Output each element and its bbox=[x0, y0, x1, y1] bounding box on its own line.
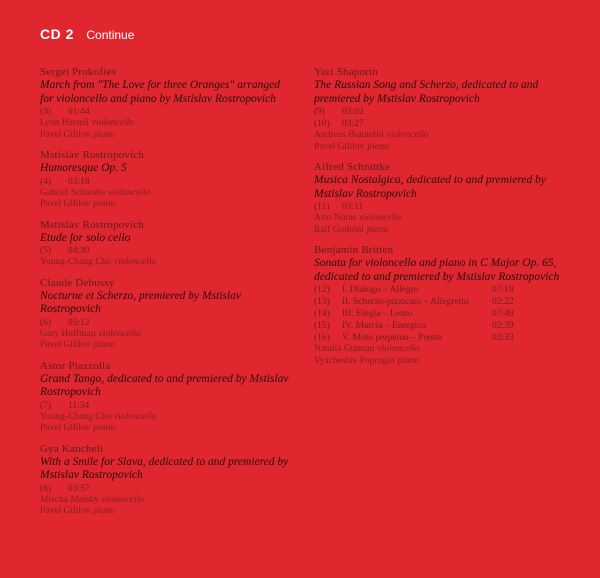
composer-name: Mstislav Rostropovich bbox=[40, 218, 145, 231]
performer-line bbox=[314, 356, 574, 368]
performer-instrument: violoncello bbox=[386, 130, 429, 140]
track-row bbox=[314, 332, 574, 344]
track-number: (14) bbox=[314, 309, 330, 319]
track-row bbox=[314, 308, 574, 320]
performer-line bbox=[40, 257, 295, 269]
track-number: (5) bbox=[40, 246, 52, 256]
track-number: (11) bbox=[314, 202, 330, 212]
performer-name: Vyacheslav Poprugin bbox=[314, 355, 395, 366]
track-number: (3) bbox=[40, 107, 52, 117]
work-entry bbox=[40, 443, 295, 518]
composer-name: Benjamin Britten bbox=[314, 244, 394, 256]
performer-instrument: violoncello bbox=[98, 328, 141, 339]
performer-instrument: piano bbox=[366, 224, 389, 235]
performer-line bbox=[40, 188, 295, 200]
work-entry bbox=[40, 66, 295, 141]
track-duration: 01:44 bbox=[68, 107, 90, 117]
composer-name: Astor Piazzolla bbox=[40, 359, 111, 372]
composer-name: Yuri Shaporin bbox=[314, 66, 379, 78]
performer-line bbox=[314, 142, 574, 154]
track-duration: 03:18 bbox=[68, 176, 90, 187]
track-row bbox=[314, 118, 574, 130]
performer-name: Gary Hoffman bbox=[40, 328, 96, 339]
performer-name: Arto Noras bbox=[314, 213, 357, 223]
work-entry bbox=[40, 360, 295, 435]
track-name: II. Scherzo-pizzicato – Allegretto bbox=[342, 297, 469, 307]
performer-name: Young-Chang Cho bbox=[40, 257, 112, 267]
performer-instrument: piano bbox=[93, 423, 116, 433]
performer-name: Lynn Harrell bbox=[40, 118, 89, 128]
performer-instrument: violoncello bbox=[101, 494, 145, 505]
track-number: (13) bbox=[314, 297, 330, 307]
work-entry bbox=[40, 219, 295, 269]
performer-instrument: violoncello bbox=[377, 344, 420, 354]
performer-name: Pavel Gililov bbox=[40, 199, 91, 209]
track-duration: 07:19 bbox=[492, 285, 514, 295]
track-duration: 05:12 bbox=[68, 317, 90, 328]
page-header bbox=[40, 26, 134, 44]
track-duration: 03:11 bbox=[342, 202, 364, 212]
work-entry bbox=[314, 66, 574, 153]
work-title: Sonata for violoncello and piano in C Major Op. 65, dedicated to and premiered by Mstislav Rostropovich bbox=[314, 257, 560, 283]
composer-name: Sergei Prokofiev bbox=[40, 66, 118, 78]
track-number: (4) bbox=[40, 176, 52, 187]
track-number: (16) bbox=[314, 333, 330, 343]
track-duration: 02:33 bbox=[492, 333, 514, 343]
performer-instrument: piano bbox=[93, 199, 116, 209]
track-number: (15) bbox=[314, 321, 330, 331]
continue-label: Continue bbox=[86, 28, 135, 42]
performer-line bbox=[40, 495, 295, 507]
track-row bbox=[314, 106, 574, 118]
track-row bbox=[314, 201, 574, 213]
composer-name: Gya Kancheli bbox=[40, 442, 104, 455]
right-column bbox=[314, 66, 574, 375]
track-row bbox=[314, 320, 574, 332]
performer-name: Mischa Maisky bbox=[40, 494, 99, 505]
composer-name: Mstislav Rostropovich bbox=[40, 149, 145, 161]
track-duration: 03:57 bbox=[68, 483, 90, 494]
performer-instrument: violoncello bbox=[114, 257, 157, 267]
left-column bbox=[40, 66, 295, 526]
work-title: The Russian Song and Scherzo, dedicated to and premiered by Mstislav Rostropovich bbox=[314, 79, 539, 105]
track-number: (7) bbox=[40, 400, 52, 411]
performer-line bbox=[40, 130, 295, 142]
track-row bbox=[40, 106, 295, 118]
performer-instrument: violoncello bbox=[359, 213, 402, 223]
composer-name: Alfred Schnittke bbox=[314, 161, 391, 173]
performer-line bbox=[314, 130, 574, 142]
work-entry bbox=[314, 244, 574, 367]
track-duration: 11:34 bbox=[68, 400, 90, 411]
performer-line bbox=[40, 412, 295, 424]
performer-line bbox=[314, 344, 574, 356]
work-title: Etude for solo cello bbox=[40, 231, 131, 244]
track-row bbox=[40, 400, 295, 412]
work-title: March from "The Love for three Oranges" arranged for violoncello and piano by Mstislav Rostropovich bbox=[40, 79, 280, 105]
track-number: (12) bbox=[314, 285, 330, 295]
track-number: (6) bbox=[40, 317, 52, 328]
track-row bbox=[314, 284, 574, 296]
track-row bbox=[314, 296, 574, 308]
performer-line bbox=[40, 329, 295, 341]
work-title: Grand Tango, dedicated to and premiered by Mstislav Rostropovich bbox=[40, 372, 289, 398]
performer-instrument: piano bbox=[93, 129, 116, 140]
work-entry bbox=[40, 277, 295, 352]
cd-label: CD 2 bbox=[40, 26, 74, 42]
track-row bbox=[40, 483, 295, 495]
performer-line bbox=[40, 340, 295, 352]
performer-line bbox=[40, 423, 295, 435]
track-row bbox=[40, 176, 295, 188]
performer-instrument: piano bbox=[93, 340, 116, 350]
track-duration: 03:02 bbox=[342, 107, 364, 117]
work-title: Humoresque Op. 5 bbox=[40, 162, 127, 174]
track-name: IV. Marcia – Energico bbox=[342, 321, 427, 331]
performer-instrument: piano bbox=[397, 355, 420, 366]
work-title: Musica Nostalgica, dedicated to and premiered by Mstislav Rostropovich bbox=[314, 174, 546, 200]
track-duration: 07:49 bbox=[492, 309, 514, 319]
performer-name: Pavel Gililov bbox=[40, 340, 91, 350]
performer-name: Pavel Gililov bbox=[314, 141, 365, 152]
track-name: III. Elegia – Lento bbox=[342, 309, 413, 319]
performer-name: Young-Chang Cho bbox=[40, 411, 112, 422]
performer-name: Andreas Brantelid bbox=[314, 130, 384, 140]
performer-name: Natalia Gutman bbox=[314, 344, 375, 354]
track-number: (9) bbox=[314, 107, 326, 117]
work-title: With a Smile for Slava, dedicated to and premiered by Mstislav Rostropovich bbox=[40, 455, 289, 481]
performer-name: Pavel Gililov bbox=[40, 506, 91, 516]
track-duration: 02:39 bbox=[492, 321, 514, 331]
track-row bbox=[40, 317, 295, 329]
work-entry bbox=[314, 161, 574, 236]
performer-instrument: piano bbox=[93, 506, 116, 516]
performer-instrument: violoncello bbox=[108, 187, 151, 198]
performer-name: Pavel Gililov bbox=[40, 423, 91, 433]
track-name: I. Dialogo – Allegro bbox=[342, 285, 419, 295]
performer-line bbox=[40, 118, 295, 130]
track-duration: 02:22 bbox=[492, 297, 514, 307]
performer-line bbox=[314, 225, 574, 237]
track-duration: 04:30 bbox=[68, 246, 90, 256]
track-number: (8) bbox=[40, 483, 52, 494]
work-title: Nocturne et Scherzo, premiered by Mstislav Rostropovich bbox=[40, 289, 241, 315]
performer-line bbox=[314, 213, 574, 225]
track-row bbox=[40, 245, 295, 257]
track-duration: 03:27 bbox=[342, 119, 364, 129]
performer-line bbox=[40, 506, 295, 518]
performer-name: Ralf Gothóni bbox=[314, 224, 364, 235]
performer-instrument: violoncello bbox=[114, 411, 157, 422]
track-number: (10) bbox=[314, 119, 330, 129]
performer-line bbox=[40, 199, 295, 211]
work-entry bbox=[40, 149, 295, 211]
performer-instrument: piano bbox=[367, 141, 390, 152]
composer-name: Claude Debussy bbox=[40, 276, 115, 289]
performer-name: Gabriel Schwabe bbox=[40, 187, 106, 198]
performer-instrument: violoncello bbox=[91, 118, 135, 128]
performer-name: Pavel Gililov bbox=[40, 129, 91, 140]
track-name: V. Moto perpetuo – Presto bbox=[342, 333, 442, 343]
